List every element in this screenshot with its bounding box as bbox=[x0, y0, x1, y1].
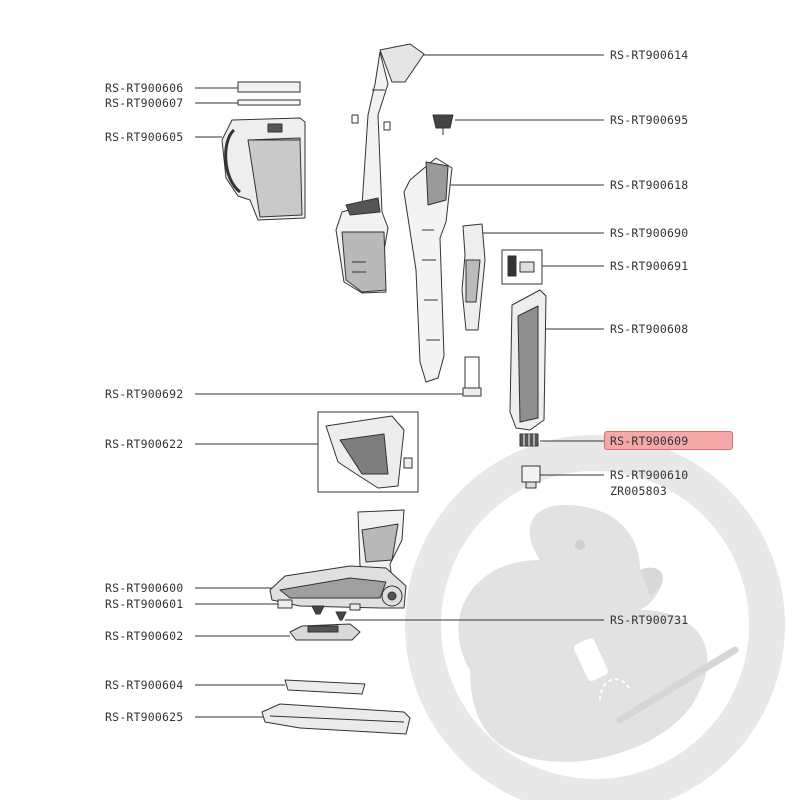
seal-strip-part bbox=[285, 680, 365, 694]
handle-body-part bbox=[336, 44, 424, 293]
part-label-rs-rt900606[interactable]: RS-RT900606 bbox=[105, 81, 184, 95]
part-label-rs-rt900605[interactable]: RS-RT900605 bbox=[105, 130, 184, 144]
filter-strip-part bbox=[238, 82, 300, 92]
part-label-rs-rt900625[interactable]: RS-RT900625 bbox=[105, 710, 184, 724]
central-frame-part bbox=[404, 158, 452, 382]
brush-insert-part bbox=[502, 250, 542, 284]
dust-container-part bbox=[222, 118, 305, 220]
part-label-rs-rt900604[interactable]: RS-RT900604 bbox=[105, 678, 184, 692]
part-label-rs-rt900608[interactable]: RS-RT900608 bbox=[610, 322, 689, 336]
connector-part bbox=[433, 115, 453, 135]
part-label-rs-rt900691[interactable]: RS-RT900691 bbox=[610, 259, 689, 273]
part-label-rs-rt900614[interactable]: RS-RT900614 bbox=[610, 48, 689, 62]
part-label-rs-rt900618[interactable]: RS-RT900618 bbox=[610, 178, 689, 192]
part-label-rs-rt900622[interactable]: RS-RT900622 bbox=[105, 437, 184, 451]
part-label-rs-rt900692[interactable]: RS-RT900692 bbox=[105, 387, 184, 401]
part-label-rs-rt900607[interactable]: RS-RT900607 bbox=[105, 96, 184, 110]
part-label-rs-rt900731[interactable]: RS-RT900731 bbox=[610, 613, 689, 627]
side-rail-part bbox=[462, 224, 485, 330]
part-label-rs-rt900602[interactable]: RS-RT900602 bbox=[105, 629, 184, 643]
part-label-rs-rt900610[interactable]: RS-RT900610 bbox=[610, 468, 689, 482]
roller-part bbox=[520, 434, 538, 446]
thin-seal-part bbox=[238, 100, 300, 105]
duck-logo-icon bbox=[423, 453, 767, 797]
base-plate-part bbox=[290, 624, 360, 640]
part-label-rs-rt900601[interactable]: RS-RT900601 bbox=[105, 597, 184, 611]
part-label-rs-rt900695[interactable]: RS-RT900695 bbox=[610, 113, 689, 127]
part-label-rs-rt900609[interactable]: RS-RT900609 bbox=[610, 434, 689, 448]
pipe-part bbox=[463, 357, 481, 396]
part-label-rs-rt900600[interactable]: RS-RT900600 bbox=[105, 581, 184, 595]
part-label-rs-rt900690[interactable]: RS-RT900690 bbox=[610, 226, 689, 240]
part-label-zr005803[interactable]: ZR005803 bbox=[610, 484, 667, 498]
housing-part bbox=[318, 412, 418, 492]
base-unit-part bbox=[270, 510, 406, 608]
side-cover-part bbox=[510, 290, 546, 430]
pad-part bbox=[262, 704, 410, 734]
